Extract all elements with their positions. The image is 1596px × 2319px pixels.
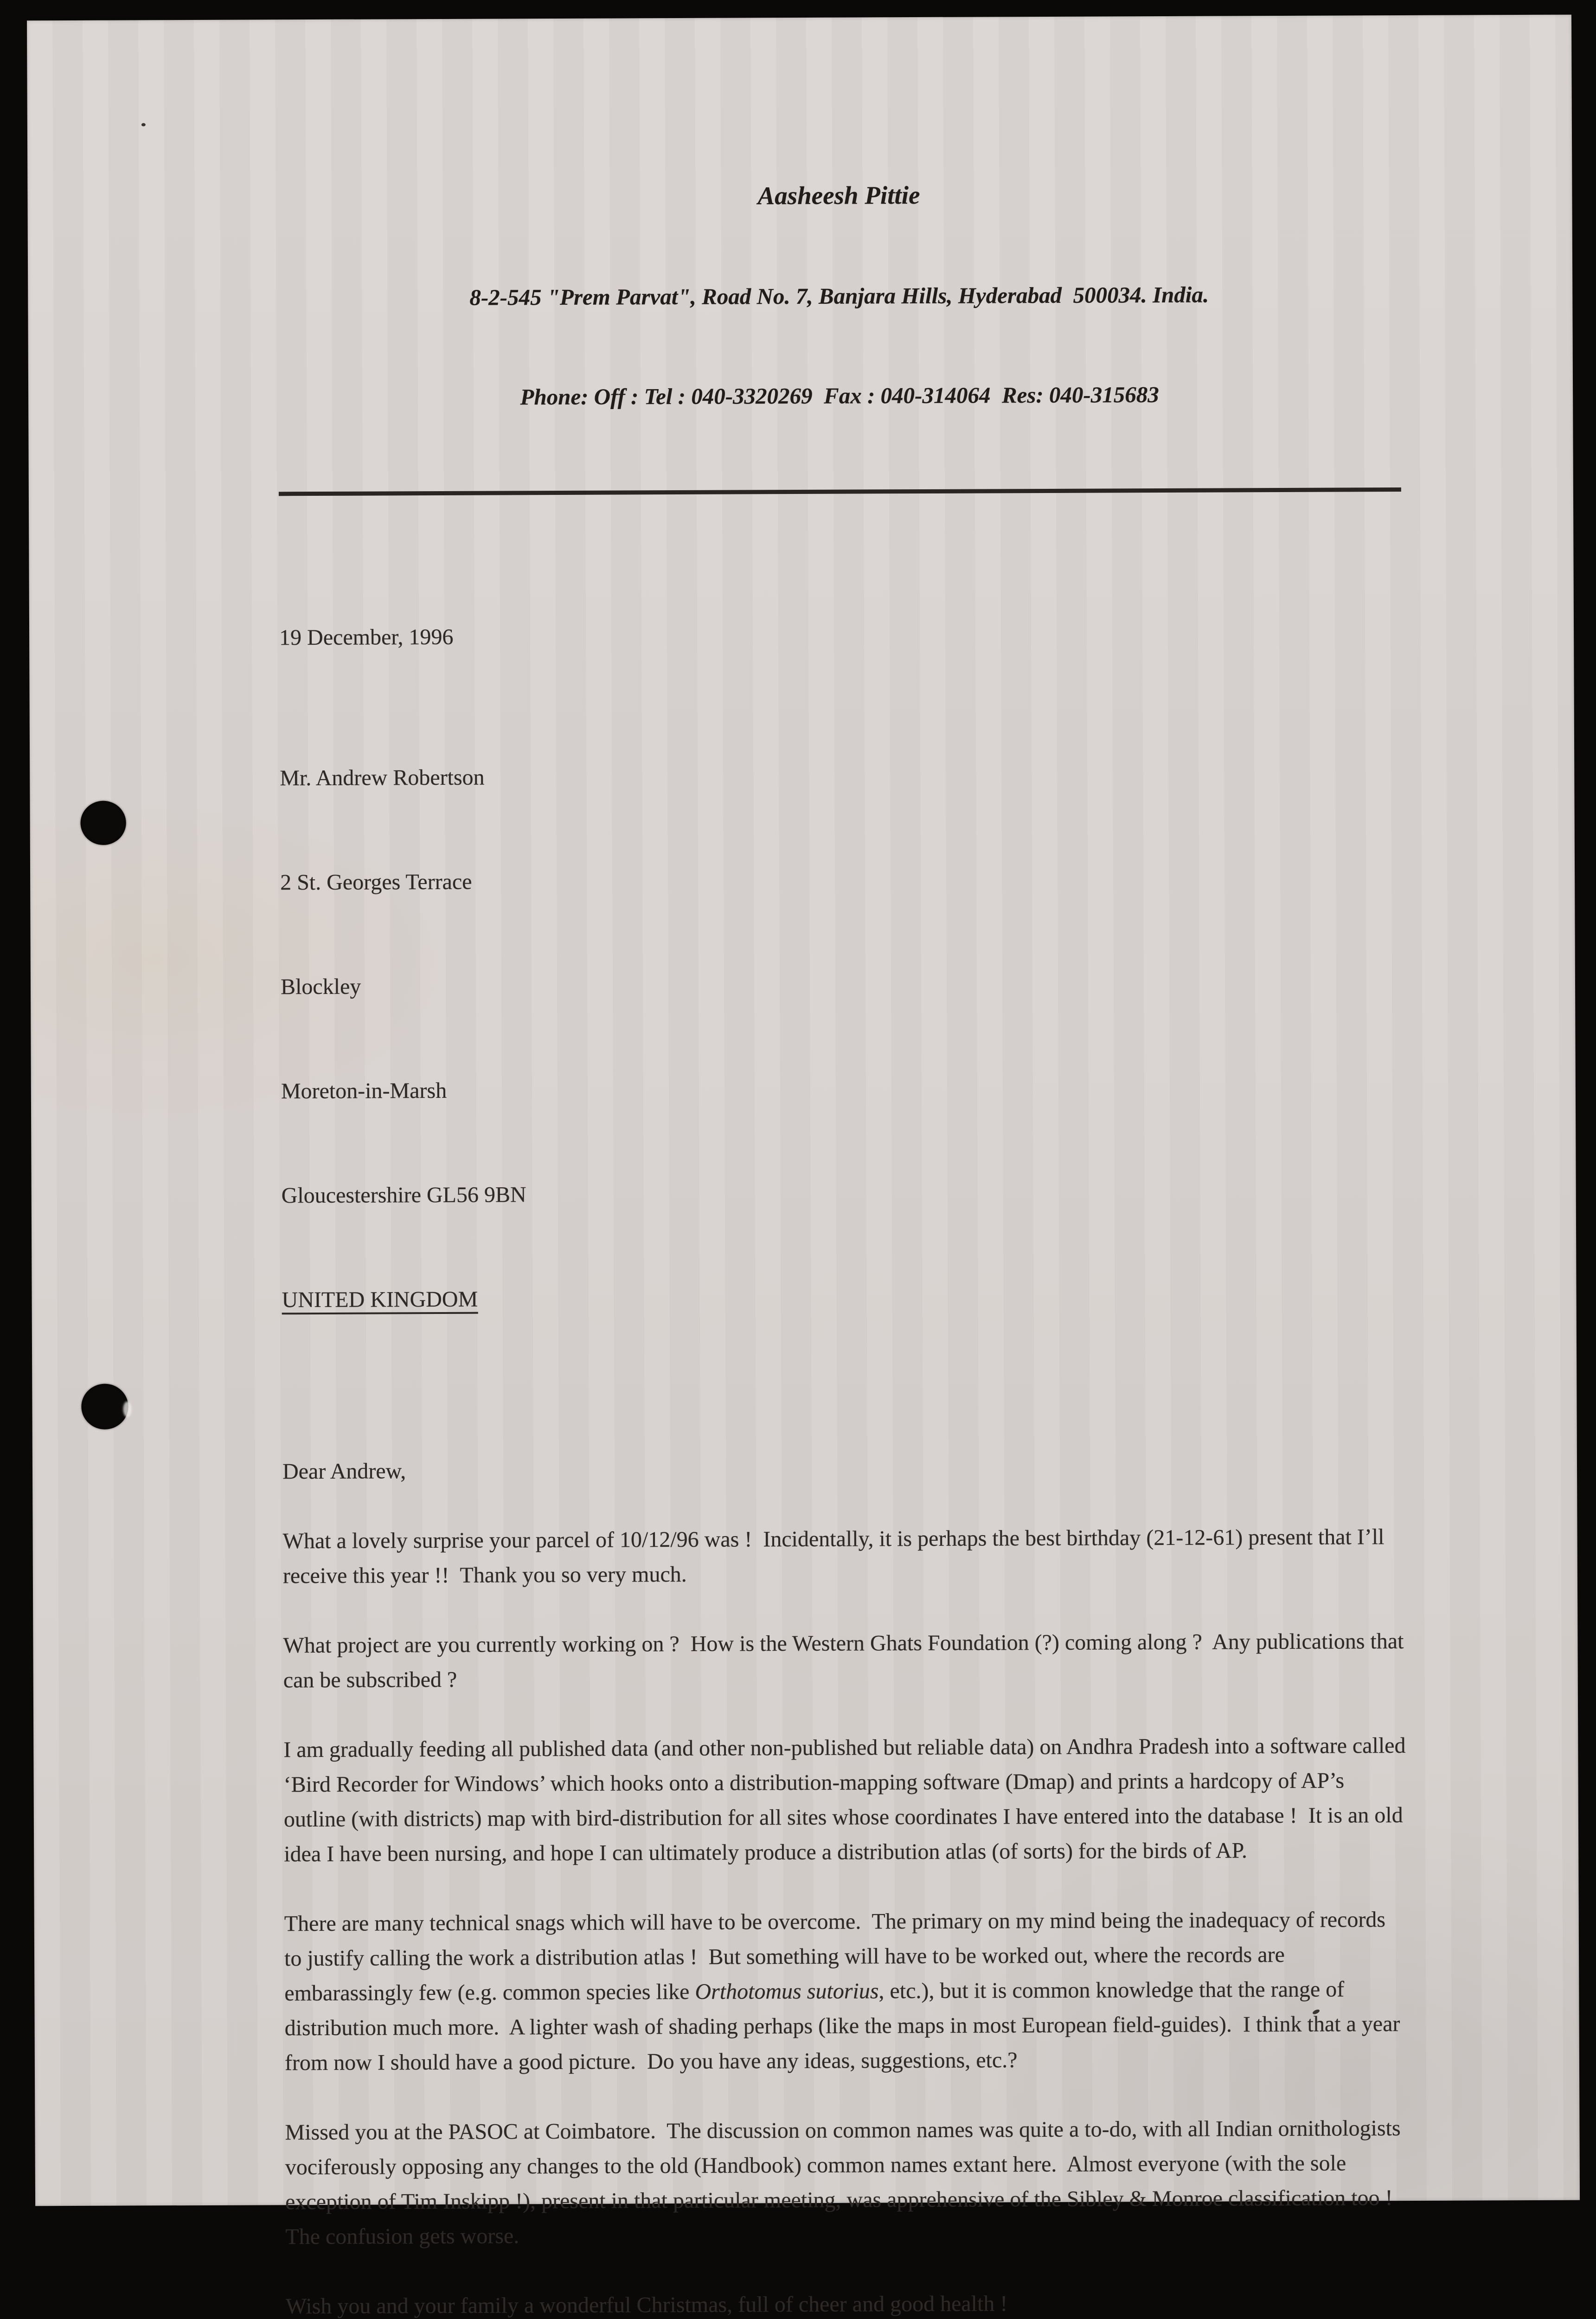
recipient-line: 2 St. Georges Terrace [280, 869, 472, 895]
paragraph-3: I am gradually feeding all published data (and other non-published but reliable data) on Andhra Pradesh into a software called ‘Bird Recorder for Windows’ which hooks onto a distribution-mapping software (Dmap) and prints a hardcopy of AP’s outline (with districts) map with bird-distribution for all sites whose coordinates I have entered into the database ! It is an old idea I have been nursing, and hope I can ultimately produce a distribution atlas (of sorts) for the birds of AP. [283, 1733, 1411, 1867]
letterhead-rule [279, 487, 1401, 496]
letter-page [27, 15, 1580, 2319]
paragraph-6-closing-wish: Wish you and your family a wonderful Christmas, full of cheer and good health ! [285, 2291, 1008, 2319]
letterhead [277, 108, 1402, 565]
paragraph-1: What a lovely surprise your parcel of 10/12/96 was ! Incidentally, it is perhaps the best birthday (21-12-61) present that I’ll receive this year !! Thank you so very much. [282, 1525, 1390, 1589]
paragraph-5: Missed you at the PASOC at Coimbatore. The discussion on common names was quite a to-do, with all Indian ornithologists vociferously opposing any changes to the old (Handbook) common names extant here. Almost everyone (with the sole exception of Tim Inskipp !), present in that particular meeting, was apprehensive of the Sibley & Monroe classification too ! The confusion gets worse. [285, 2116, 1406, 2249]
letterhead-address: 8-2-545 "Prem Parvat", Road No. 7, Banjara Hills, Hyderabad 500034. India. [469, 282, 1209, 310]
recipient-line: Moreton-in-Marsh [281, 1078, 447, 1104]
paragraph-2: What project are you currently working on ? How is the Western Ghats Foundation (?) coming along ? Any publications that can be subscribed ? [283, 1628, 1410, 1693]
paper-speck [141, 123, 146, 126]
letter-content [277, 108, 1410, 2319]
recipient-address [280, 687, 1405, 1387]
letterhead-phone: Phone: Off : Tel : 040-3320269 Fax : 040-314064 Res: 040-315683 [520, 382, 1159, 410]
letter-date: 19 December, 1996 [279, 624, 454, 650]
recipient-line: Blockley [280, 974, 361, 999]
recipient-country [282, 1278, 1404, 1317]
species-name-italic: Orthotomus sutorius [695, 1979, 879, 2004]
letterhead-name: Aasheesh Pittie [757, 181, 920, 210]
recipient-country-text: UNITED KINGDOM [282, 1287, 478, 1315]
recipient-line: Gloucestershire GL56 9BN [281, 1182, 526, 1208]
paragraph-4 [284, 1902, 1407, 2080]
hole-punch-top [80, 801, 126, 845]
salutation: Dear Andrew, [282, 1459, 406, 1484]
paragraph-4-text: , etc.), but it is common knowledge that the range of distribution much more. A lighter wash of shading perhaps (like the maps in most European field-guides). I think that a year from now I should have a good picture. Do you have any ideas, suggestions, etc.? [284, 1977, 1406, 2076]
hole-punch-bottom [81, 1384, 128, 1429]
paragraph-4-text: There are many technical snags which will have to be overcome. The primary on my mind being the inadequacy of records to justify calling the work a distribution atlas ! But something will have to be worked out, where the records are embarassingly few (e.g. common species like [284, 1907, 1391, 2006]
recipient-line: Mr. Andrew Robertson [280, 765, 485, 791]
